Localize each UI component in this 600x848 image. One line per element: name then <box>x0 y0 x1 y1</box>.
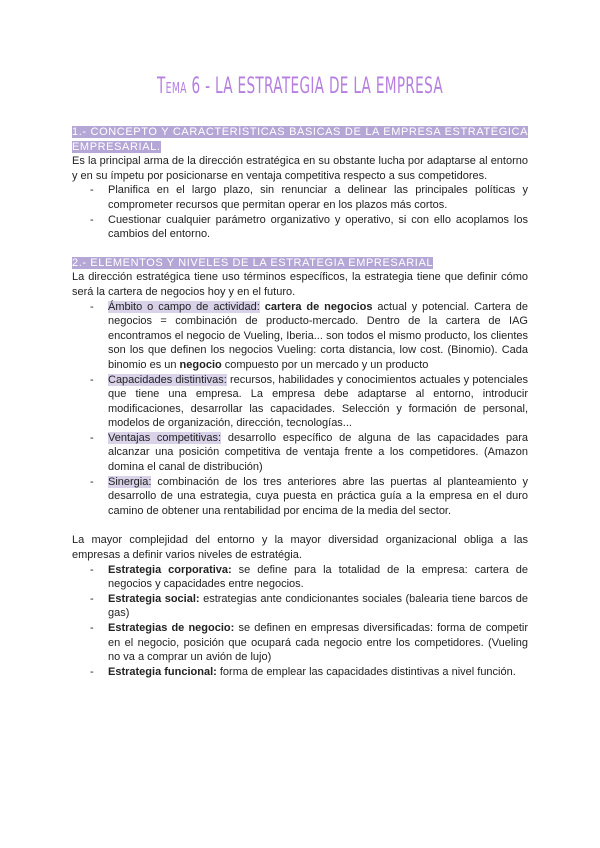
section-1-paragraph: Es la principal arma de la dirección estratégica en su obstante lucha por adaptarse al entorno y en su ímpetu por posicionarse en ventaja competitiva respecto a sus competidores. <box>72 155 528 182</box>
section-2-bullets <box>72 300 528 519</box>
list-item: - Planifica en el largo plazo, sin renunciar a delinear las principales políticas y comprometer recursos que permitan operar en los plazos más cortos. <box>90 184 528 211</box>
strategy-levels <box>72 563 528 680</box>
section-1-heading: 1.- CONCEPTO Y CARACTERÍSTICAS BÁSICAS DE LA EMPRESA ESTRATÉGICA EMPRESARIAL. <box>72 126 528 153</box>
list-item: - Estrategia funcional: forma de emplear las capacidades distintivas a nivel función. <box>90 665 516 678</box>
section-1-bullets <box>72 183 528 241</box>
list-item: - Capacidades distintivas: recursos, habilidades y conocimientos actuales y potenciales que tiene una empresa. La empresa debe adaptarse al entorno, introducir modificaciones, desarrollar las capacidades. Selección y formación de personal, modelos de organización, dirección, tecnologías... <box>90 373 528 430</box>
section-2-heading: 2.- ELEMENTOS Y NIVELES DE LA ESTRATEGIA EMPRESARIAL <box>72 256 434 269</box>
document-body <box>72 0 528 679</box>
document-title: Tema 6 - LA ESTRATEGIA DE LA EMPRESA <box>157 74 443 99</box>
levels-paragraph: La mayor complejidad del entorno y la mayor diversidad organizacional obliga a las empresas a definir varios niveles de estratégia. <box>72 534 528 562</box>
list-item: - Estrategia social: estrategias ante condicionantes sociales (balearia tiene barcos de gas) <box>90 592 528 620</box>
section-2-paragraph: La dirección estratégica tiene uso términos específicos, la estrategia tiene que definir cómo será la cartera de negocios hoy y en el futuro. <box>72 271 528 298</box>
list-item: - Cuestionar cualquier parámetro organizativo y operativo, si con ello acoplamos los cambios del entorno. <box>90 213 528 241</box>
list-item: - Estrategias de negocio: se definen en empresas diversificadas: forma de competir en el negocio, posición que ocupará cada negocio entre los competidores. (Vueling no va a comprar un avión de lujo) <box>90 622 528 664</box>
list-item: - Sinergia: combinación de los tres anteriores abre las puertas al planteamiento y desarrollo de una estrategia, cuya puesta en práctica guía a la empresa en el duro camino de obtener una rentabilidad por encima de la media del sector. <box>90 475 528 517</box>
list-item: - Ventajas competitivas: desarrollo específico de alguna de las capacidades para alcanzar una posición competitiva de ventaja frente a los competidores. (Amazon domina el canal de distribución) <box>90 431 528 474</box>
list-item: - Estrategia corporativa: se define para la totalidad de la empresa: cartera de negocios y capacidades entre negocios. <box>90 563 529 591</box>
list-item: - Ámbito o campo de actividad: cartera de negocios actual y potencial. Cartera de negocios = combinación de producto-mercado. Dentro de la cartera de IAG encontramos el negocio de Vueling, Iberia... son todos el mismo producto, los clientes son los que definen los negocios Vueling: corta distancia, low cost. (Binomio). Cada binomio es un negocio compuesto por un mercado y un producto <box>90 300 528 371</box>
